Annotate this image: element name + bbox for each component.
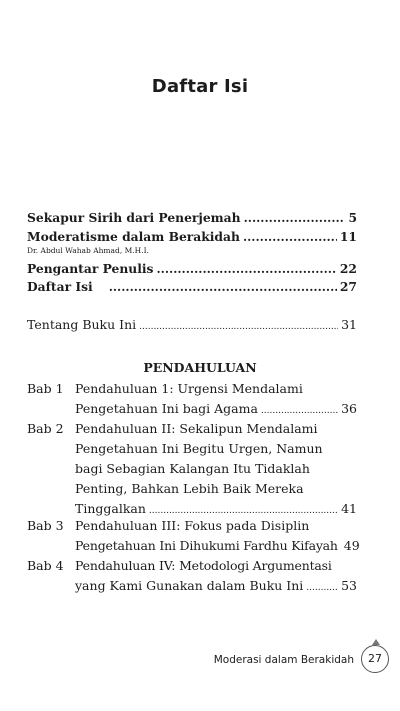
toc-entry-label: Tentang Buku Ini [27,317,137,332]
chapter-page: 49 [343,538,360,553]
chapter-title-line-last [75,536,360,556]
toc-entry-label: Sekapur Sirih dari Penerjemah [27,210,241,225]
toc-entry-label: Daftar Isi [27,279,93,294]
page-title: Daftar Isi [151,76,249,97]
chapter-label: Bab 3 [27,518,64,533]
dot-leader [306,578,338,598]
chapter-page: 36 [341,401,357,416]
chapter-label: Bab 4 [27,558,64,573]
chapter-page: 53 [341,578,357,593]
footer-page-number: 27 [361,645,389,673]
footer-book-title: Moderasi dalam Berakidah [213,654,354,666]
toc-entry-moderatisme[interactable] [27,229,357,244]
chapter-title-line: Pendahuluan II: Sekalipun Mendalami [75,421,318,436]
dot-leader [244,211,346,225]
toc-entry-author: Dr. Abdul Wahab Ahmad, M.H.I. [27,246,149,255]
dot-leader [243,230,337,244]
toc-entry-page: 22 [339,261,357,276]
chapter-label: Bab 1 [27,381,64,396]
chapter-title-line: Tinggalkan [75,501,146,516]
chapter-title-line: bagi Sebagian Kalangan Itu Tidaklah [75,461,310,476]
toc-entry-tentang-buku[interactable] [27,317,357,332]
toc-entry-page: 27 [339,279,357,294]
chapter-title-line: Pendahuluan III: Fokus pada Disiplin [75,518,310,533]
dot-leader [109,280,337,294]
chapter-title-line: Pendahuluan IV: Metodologi Argumentasi [75,558,332,573]
chapter-title-line: Pengetahuan Ini Dihukumi Fardhu Kifayah [75,538,338,553]
dot-leader [156,262,336,276]
chapter-title-line: Pengetahuan Ini Begitu Urgen, Namun [75,441,323,456]
toc-entry-page: 5 [348,210,357,225]
chapter-title-line: Penting, Bahkan Lebih Baik Mereka [75,481,304,496]
toc-entry-page: 11 [339,229,357,244]
chapter-title-line-last [75,576,357,596]
chapter-title-line: Pengetahuan Ini bagi Agama [75,401,258,416]
toc-entry-label: Pengantar Penulis [27,261,154,276]
chapter-label: Bab 2 [27,421,64,436]
section-heading: PENDAHULUAN [143,360,257,375]
chapter-page: 41 [341,501,357,516]
toc-entry-label: Moderatisme dalam Berakidah [27,229,240,244]
dot-leader [261,401,338,421]
chapter-title-line: yang Kami Gunakan dalam Buku Ini [75,578,304,593]
toc-entry-pengantar-penulis[interactable] [27,261,357,276]
toc-entry-daftar-isi[interactable] [27,279,357,294]
toc-entry-sekapur-sirih[interactable] [27,210,357,225]
chapter-title-line: Pendahuluan 1: Urgensi Mendalami [75,381,303,396]
dot-leader [139,322,338,332]
chapter-title-line-last [75,399,357,419]
toc-entry-page: 31 [341,317,357,332]
